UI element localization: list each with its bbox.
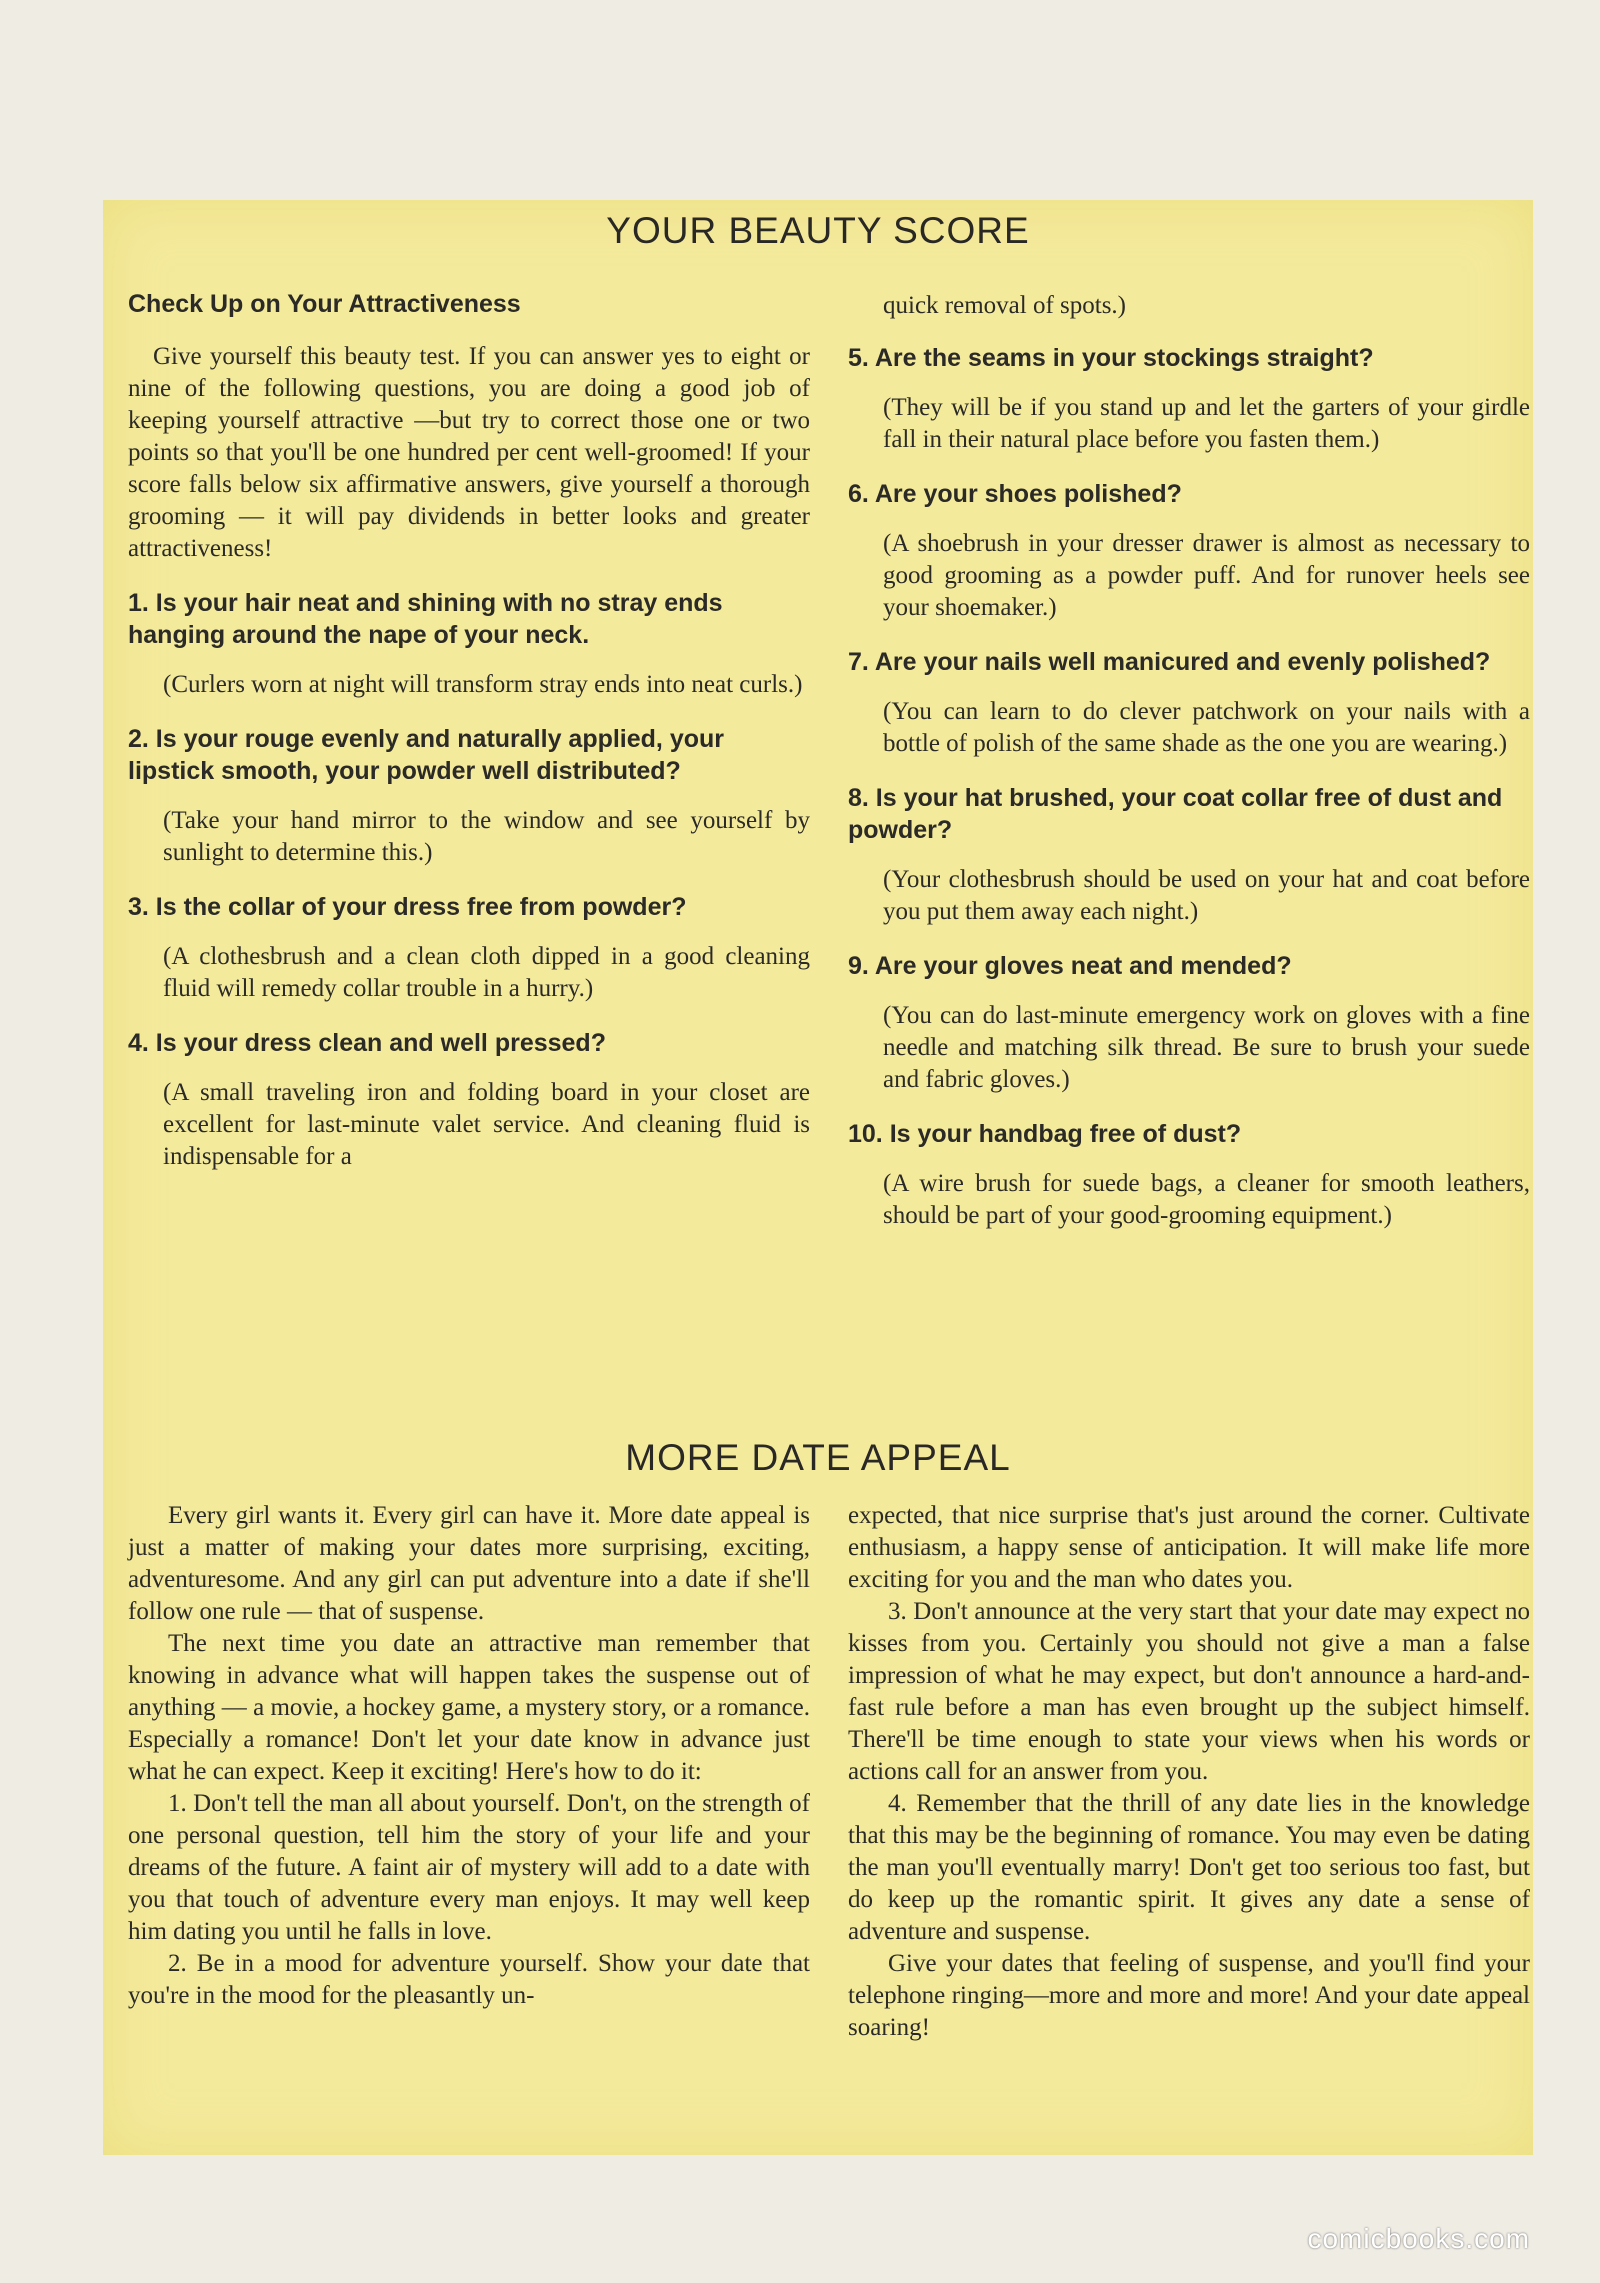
question-4: 4. Is your dress clean and well pressed? [128,1029,606,1057]
beauty-score-left-column [128,290,810,1195]
answer-8: (Your clothesbrush should be used on your hat and coat before you put them away each night.) [883,866,1530,925]
beauty-score-subhead: Check Up on Your Attractiveness [128,290,521,318]
date-appeal-paragraph-2: The next time you date an attractive man remember that knowing in advance what will happen takes the suspense out of anything — a movie, a hockey game, a mystery story, or a romance. Especially a romance! Don't let your date know in advance just what he can expect. Keep it exciting! Here's how to do it: [128,1630,810,1785]
answer-2: (Take your hand mirror to the window and see yourself by sunlight to determine this.) [163,807,810,866]
question-8: 8. Is your hat brushed, your coat collar free of dust and powder? [848,784,1503,844]
answer-10: (A wire brush for suede bags, a cleaner for smooth leathers, should be part of your good-grooming equipment.) [883,1170,1530,1229]
date-appeal-paragraph-7: Give your dates that feeling of suspense, and you'll find your telephone ringing—more and more and more! And your date appeal soaring! [848,1950,1530,2041]
question-9: 9. Are your gloves neat and mended? [848,952,1292,980]
answer-6: (A shoebrush in your dresser drawer is almost as necessary to good grooming as a powder puff. And for runover heels see your shoemaker.) [883,530,1530,621]
answer-1: (Curlers worn at night will transform stray ends into neat curls.) [163,671,803,698]
answer-5: (They will be if you stand up and let the garters of your girdle fall in their natural place before you fasten them.) [883,394,1530,453]
date-appeal-paragraph-5: 3. Don't announce at the very start that your date may expect no kisses from you. Certainly you should not give a man a false impression of what he may expect, but don't announce a hard-and-fast rule before a man has even brought up the subject himself. There'll be time enough to state your views when his words or actions call for an answer from you. [848,1598,1530,1785]
site-watermark: comicbooks.com [1307,2223,1530,2254]
date-appeal-paragraph-4: 2. Be in a mood for adventure yourself. Show your date that you're in the mood for the pleasantly un- [128,1950,810,2009]
answer-4: (A small traveling iron and folding board in your closet are excellent for last-minute valet service. And cleaning fluid is indispensable for a [163,1079,810,1170]
date-appeal-title: MORE DATE APPEAL [625,1437,1011,1478]
date-appeal-paragraph-4-continued: expected, that nice surprise that's just around the corner. Cultivate enthusiasm, a happy sense of anticipation. It will make life more exciting for you and the man who dates you. [848,1502,1530,1593]
date-appeal-paragraph-6: 4. Remember that the thrill of any date lies in the knowledge that this may be the beginning of romance. You may even be dating the man you'll eventually marry! Don't get too serious too fast, but do keep up the romantic spirit. It gives any date a sense of adventure and suspense. [848,1790,1530,1945]
question-7: 7. Are your nails well manicured and evenly polished? [848,648,1491,676]
question-2: 2. Is your rouge evenly and naturally applied, your lipstick smooth, your powder well distributed? [128,725,724,785]
answer-9: (You can do last-minute emergency work on gloves with a fine needle and matching silk thread. Be sure to brush your suede and fabric gloves.) [883,1002,1530,1093]
date-appeal-paragraph-1: Every girl wants it. Every girl can have it. More date appeal is just a matter of making your dates more surprising, exciting, adventuresome. And any girl can put adventure into a date if she'll follow one rule — that of suspense. [128,1502,810,1625]
question-1: 1. Is your hair neat and shining with no stray ends hanging around the nape of your neck. [128,589,723,649]
article-panel [103,200,1533,2155]
answer-7: (You can learn to do clever patchwork on your nails with a bottle of polish of the same shade as the one you are wearing.) [883,698,1530,757]
beauty-score-title: YOUR BEAUTY SCORE [606,210,1030,251]
beauty-score-intro: Give yourself this beauty test. If you can answer yes to eight or nine of the following questions, you are doing a good job of keeping yourself attractive —but try to correct those one or two points so that you'll be one hundred per cent well-groomed! If your score falls below six affirmative answers, give yourself a thorough grooming — it will pay dividends in better looks and greater attractiveness! [128,343,810,562]
answer-3: (A clothesbrush and a clean cloth dipped in a good cleaning fluid will remedy collar trouble in a hurry.) [163,943,810,1002]
answer-4-continued: quick removal of spots.) [883,292,1127,319]
date-appeal-right-column [848,1500,1530,2044]
beauty-score-right-column [848,290,1530,1254]
question-6: 6. Are your shoes polished? [848,480,1182,508]
question-3: 3. Is the collar of your dress free from powder? [128,893,687,921]
date-appeal-paragraph-3: 1. Don't tell the man all about yourself. Don't, on the strength of one personal question, tell him the story of your life and your dreams of the future. A faint air of mystery will add to a date with you that touch of adventure every man enjoys. It may well keep him dating you until he falls in love. [128,1790,810,1945]
date-appeal-left-column [128,1500,810,2012]
question-5: 5. Are the seams in your stockings straight? [848,344,1374,372]
question-10: 10. Is your handbag free of dust? [848,1120,1242,1148]
